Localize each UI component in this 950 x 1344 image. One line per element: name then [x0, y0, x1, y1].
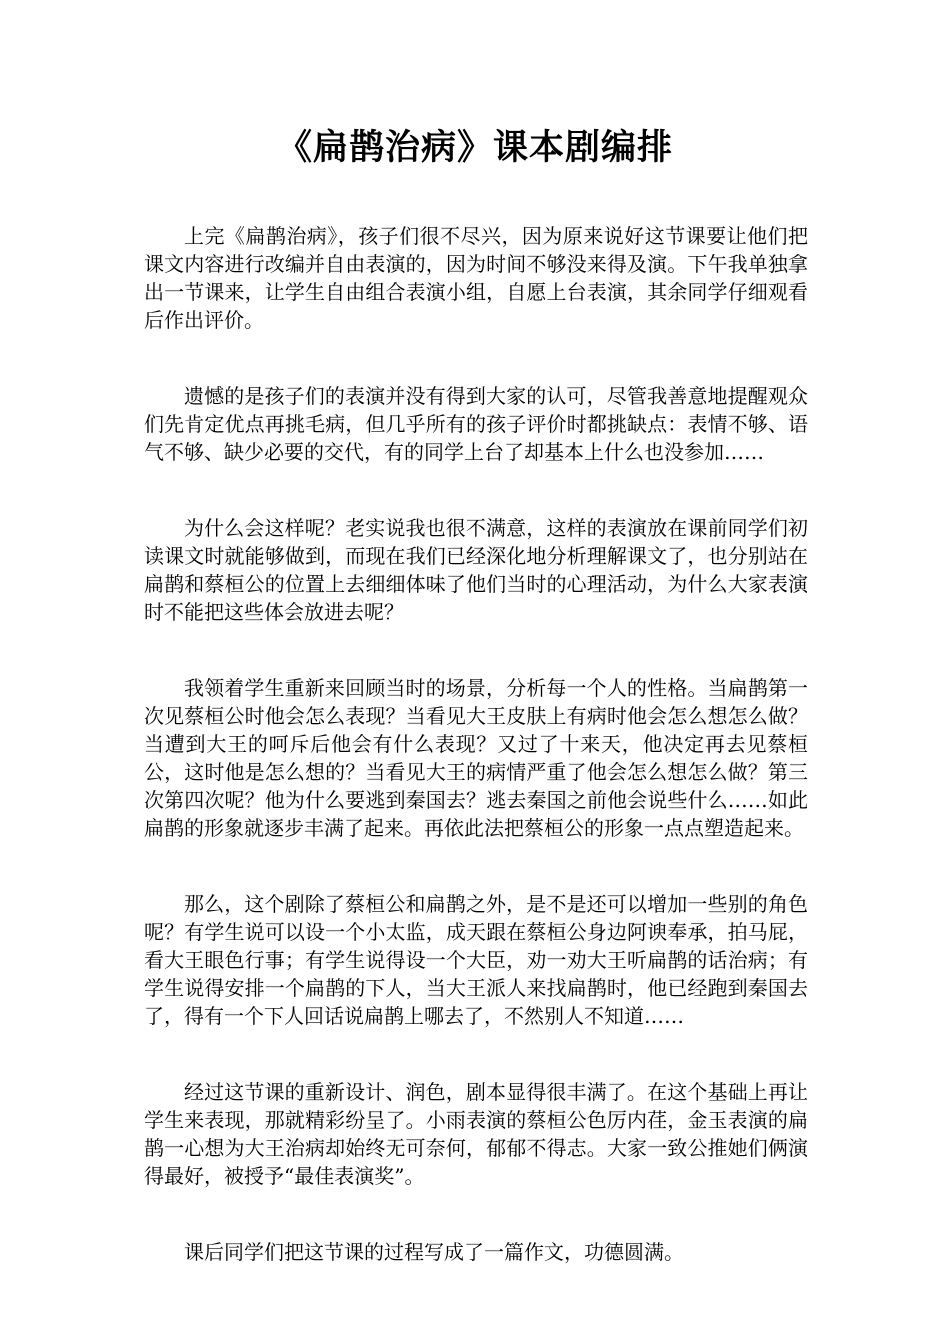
- paragraph-3: 为什么会这样呢？老实说我也很不满意，这样的表演放在课前同学们初读课文时就能够做到，而现在我们已经深化地分析理解课文了，也分别站在扁鹊和蔡桓公的位置上去细细体味了他们当时的心理活动，为什么大家表演时不能把这些体会放进去呢？: [144, 516, 808, 624]
- paragraph-5: 那么，这个剧除了蔡桓公和扁鹊之外，是不是还可以增加一些别的角色呢？有学生说可以设一个小太监，成天跟在蔡桓公身边阿谀奉承，拍马屁，看大王眼色行事；有学生说得设一个大臣，劝一劝大王听扁鹊的话治病；有学生说得安排一个扁鹊的下人，当大王派人来找扁鹊时，他已经跑到秦国去了，得有一个下人回话说扁鹊上哪去了，不然别人不知道……: [144, 892, 808, 1028]
- document-title: 《扁鹊治病》课本剧编排: [276, 128, 673, 168]
- paragraph-1: 上完《扁鹊治病》，孩子们很不尽兴，因为原来说好这节课要让他们把课文内容进行改编并自由表演的，因为时间不够没来得及演。下午我单独拿出一节课来，让学生自由组合表演小组，自愿上台表演，其余同学仔细观看后作出评价。: [144, 224, 808, 332]
- document-body: [144, 222, 808, 1314]
- paragraph-4: 我领着学生重新来回顾当时的场景，分析每一个人的性格。当扁鹊第一次见蔡桓公时他会怎么表现？当看见大王皮肤上有病时他会怎么想怎么做？当遭到大王的呵斥后他会有什么表现？又过了十来天，他决定再去见蔡桓公，这时他是怎么想的？当看见大王的病情严重了他会怎么想怎么做？第三次第四次呢？他为什么要逃到秦国去？逃去秦国之前他会说些什么……如此扁鹊的形象就逐步丰满了起来。再依此法把蔡桓公的形象一点点塑造起来。: [144, 676, 808, 840]
- paragraph-6: 经过这节课的重新设计、润色，剧本显得很丰满了。在这个基础上再让学生来表现，那就精彩纷呈了。小雨表演的蔡桓公色厉内荏，金玉表演的扁鹊一心想为大王治病却始终无可奈何，郁郁不得志。大家一致公推她们俩演得最好，被授予“最佳表演奖”。: [144, 1080, 808, 1188]
- paragraph-7: 课后同学们把这节课的过程写成了一篇作文，功德圆满。: [184, 1240, 684, 1264]
- paragraph-2: 遗憾的是孩子们的表演并没有得到大家的认可，尽管我善意地提醒观众们先肯定优点再挑毛病，但几乎所有的孩子评价时都挑缺点：表情不够、语气不够、缺少必要的交代，有的同学上台了却基本上什么也没参加……: [144, 384, 808, 464]
